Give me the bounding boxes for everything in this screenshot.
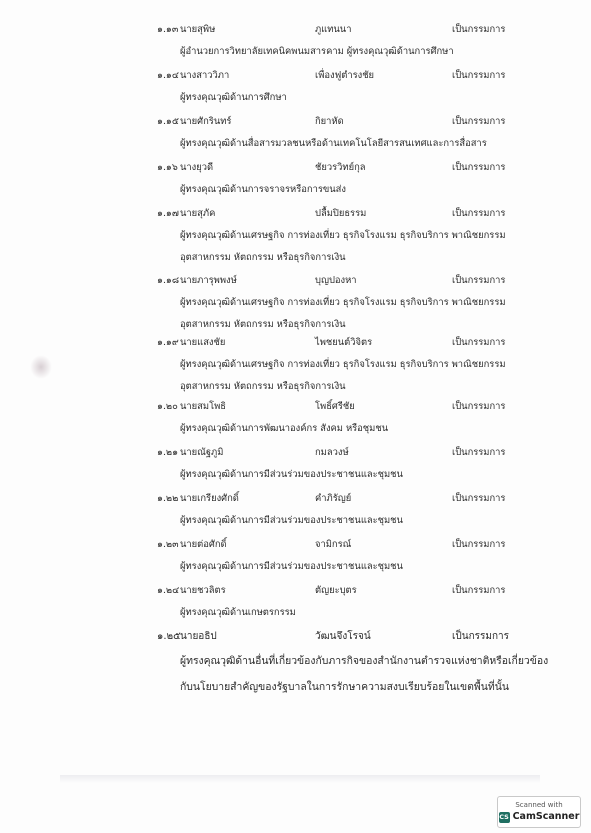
member-description-continued: อุตสาหกรรม หัตถกรรม หรือธุรกิจการเงิน xyxy=(180,381,346,392)
watermark-caption: Scanned with xyxy=(515,801,563,809)
member-first-name: นายณัฐภูมิ xyxy=(180,447,224,458)
member-last-name: เพื่องฟูตำรงชัย xyxy=(315,70,375,81)
member-description: ผู้อำนวยการวิทยาลัยเทคนิคพนมสารคาม ผู้ทรงคุณวุฒิด้านการศึกษา xyxy=(180,46,454,57)
entry-number: ๑.๒๐ xyxy=(157,401,178,412)
member-role: เป็นกรรมการ xyxy=(452,116,506,127)
member-role: เป็นกรรมการ xyxy=(452,631,510,642)
member-role: เป็นกรรมการ xyxy=(452,447,506,458)
member-first-name: นางสาววิภา xyxy=(180,70,230,81)
member-last-name: จามิกรณ์ xyxy=(315,539,352,550)
member-first-name: นายต่อศักดิ์ xyxy=(180,539,227,550)
member-description: ผู้ทรงคุณวุฒิด้านการมีส่วนร่วมของประชาชนและชุมชน xyxy=(180,469,403,480)
member-last-name: ไพชยนต์วิจิตร xyxy=(315,337,373,348)
entry-number: ๑.๒๓ xyxy=(157,539,179,550)
camscanner-logo-icon: CS xyxy=(499,812,509,821)
entry-number: ๑.๑๓ xyxy=(157,24,179,35)
entry-number: ๑.๒๕ xyxy=(157,631,181,642)
member-first-name: นายอธิป xyxy=(180,631,217,642)
member-last-name: โพธิ์ศรีชัย xyxy=(315,401,355,412)
entry-number: ๑.๒๔ xyxy=(157,585,180,596)
member-first-name: นายภารุพพงษ์ xyxy=(180,275,237,286)
member-first-name: นายสมโพธิ xyxy=(180,401,227,412)
committee-entry xyxy=(0,332,591,398)
entry-number: ๑.๒๒ xyxy=(157,493,179,504)
camscanner-watermark xyxy=(497,796,581,828)
committee-entry xyxy=(0,442,591,486)
member-role: เป็นกรรมการ xyxy=(452,162,506,173)
committee-entry xyxy=(0,157,591,201)
member-description: ผู้ทรงคุณวุฒิด้านเศรษฐกิจ การท่องเที่ยว ธุรกิจโรงแรม ธุรกิจบริการ พาณิชยกรรม xyxy=(180,230,506,241)
member-last-name: บุญปองหา xyxy=(315,275,357,286)
member-last-name: กมลวงษ์ xyxy=(315,447,349,458)
member-role: เป็นกรรมการ xyxy=(452,539,506,550)
member-role: เป็นกรรมการ xyxy=(452,275,506,286)
entry-number: ๑.๒๑ xyxy=(157,447,179,458)
member-description: ผู้ทรงคุณวุฒิด้านการมีส่วนร่วมของประชาชนและชุมชน xyxy=(180,561,403,572)
committee-entry xyxy=(0,580,591,624)
member-last-name: ชัยวรวิทย์กุล xyxy=(315,162,366,173)
member-last-name: วัฒนจึงโรจน์ xyxy=(315,631,371,642)
watermark-brand xyxy=(498,810,580,824)
member-role: เป็นกรรมการ xyxy=(452,401,506,412)
member-last-name: ภูแทนนา xyxy=(315,24,352,35)
member-description: ผู้ทรงคุณวุฒิด้านการศึกษา xyxy=(180,92,287,103)
member-first-name: นายศักรินทร์ xyxy=(180,116,232,127)
scan-shadow-bottom xyxy=(60,775,540,783)
member-description: ผู้ทรงคุณวุฒิด้านอื่นที่เกี่ยวข้องกับภารกิจของสำนักงานตำรวจแห่งชาติหรือเกี่ยวข้อง xyxy=(180,655,549,667)
member-first-name: นางยุวดี xyxy=(180,162,214,173)
member-description: ผู้ทรงคุณวุฒิด้านสื่อสารมวลชนหรือด้านเทคโนโลยีสารสนเทศและการสื่อสาร xyxy=(180,138,487,149)
member-last-name: ปลื้มปิยธรรม xyxy=(315,208,367,219)
member-description-continued: อุตสาหกรรม หัตถกรรม หรือธุรกิจการเงิน xyxy=(180,252,346,263)
committee-entry xyxy=(0,65,591,109)
committee-entry xyxy=(0,534,591,578)
committee-entry xyxy=(0,111,591,155)
member-description-continued: อุตสาหกรรม หัตถกรรม หรือธุรกิจการเงิน xyxy=(180,319,346,330)
member-description: ผู้ทรงคุณวุฒิด้านเศรษฐกิจ การท่องเที่ยว ธุรกิจโรงแรม ธุรกิจบริการ พาณิชยกรรม xyxy=(180,297,506,308)
committee-entry xyxy=(0,626,591,700)
entry-number: ๑.๑๙ xyxy=(157,337,179,348)
committee-entry xyxy=(0,203,591,269)
member-description: ผู้ทรงคุณวุฒิด้านเศรษฐกิจ การท่องเที่ยว ธุรกิจโรงแรม ธุรกิจบริการ พาณิชยกรรม xyxy=(180,359,506,370)
member-first-name: นายเกรียงศักดิ์ xyxy=(180,493,239,504)
committee-entry xyxy=(0,19,591,63)
entry-number: ๑.๑๘ xyxy=(157,275,180,286)
member-last-name: ตัญยะบุตร xyxy=(315,585,357,596)
member-last-name: คำภิรัญย์ xyxy=(315,493,352,504)
committee-entry xyxy=(0,270,591,336)
member-description-continued: กับนโยบายสำคัญของรัฐบาลในการรักษาความสงบเรียบร้อยในเขตพื้นที่นั้น xyxy=(180,681,509,693)
member-role: เป็นกรรมการ xyxy=(452,337,506,348)
member-role: เป็นกรรมการ xyxy=(452,70,506,81)
member-description: ผู้ทรงคุณวุฒิด้านการพัฒนาองค์กร สังคม หรือชุมชน xyxy=(180,423,389,434)
member-last-name: กิยาหัด xyxy=(315,116,344,127)
committee-entry xyxy=(0,396,591,440)
member-description: ผู้ทรงคุณวุฒิด้านการมีส่วนร่วมของประชาชนและชุมชน xyxy=(180,515,403,526)
watermark-brand-name: CamScanner xyxy=(512,811,580,822)
member-role: เป็นกรรมการ xyxy=(452,585,506,596)
member-role: เป็นกรรมการ xyxy=(452,493,506,504)
entry-number: ๑.๑๖ xyxy=(157,162,178,173)
member-first-name: นายสุภัค xyxy=(180,208,216,219)
member-first-name: นายสุพิษ xyxy=(180,24,216,35)
entry-number: ๑.๑๕ xyxy=(157,116,179,127)
entry-number: ๑.๑๗ xyxy=(157,208,179,219)
member-first-name: นายแสงชัย xyxy=(180,337,226,348)
committee-entry xyxy=(0,488,591,532)
member-description: ผู้ทรงคุณวุฒิด้านเกษตรกรรม xyxy=(180,607,296,618)
member-role: เป็นกรรมการ xyxy=(452,208,506,219)
member-first-name: นายชวลิตร xyxy=(180,585,226,596)
member-role: เป็นกรรมการ xyxy=(452,24,506,35)
entry-number: ๑.๑๔ xyxy=(157,70,179,81)
member-description: ผู้ทรงคุณวุฒิด้านการจราจรหรือการขนส่ง xyxy=(180,184,346,195)
